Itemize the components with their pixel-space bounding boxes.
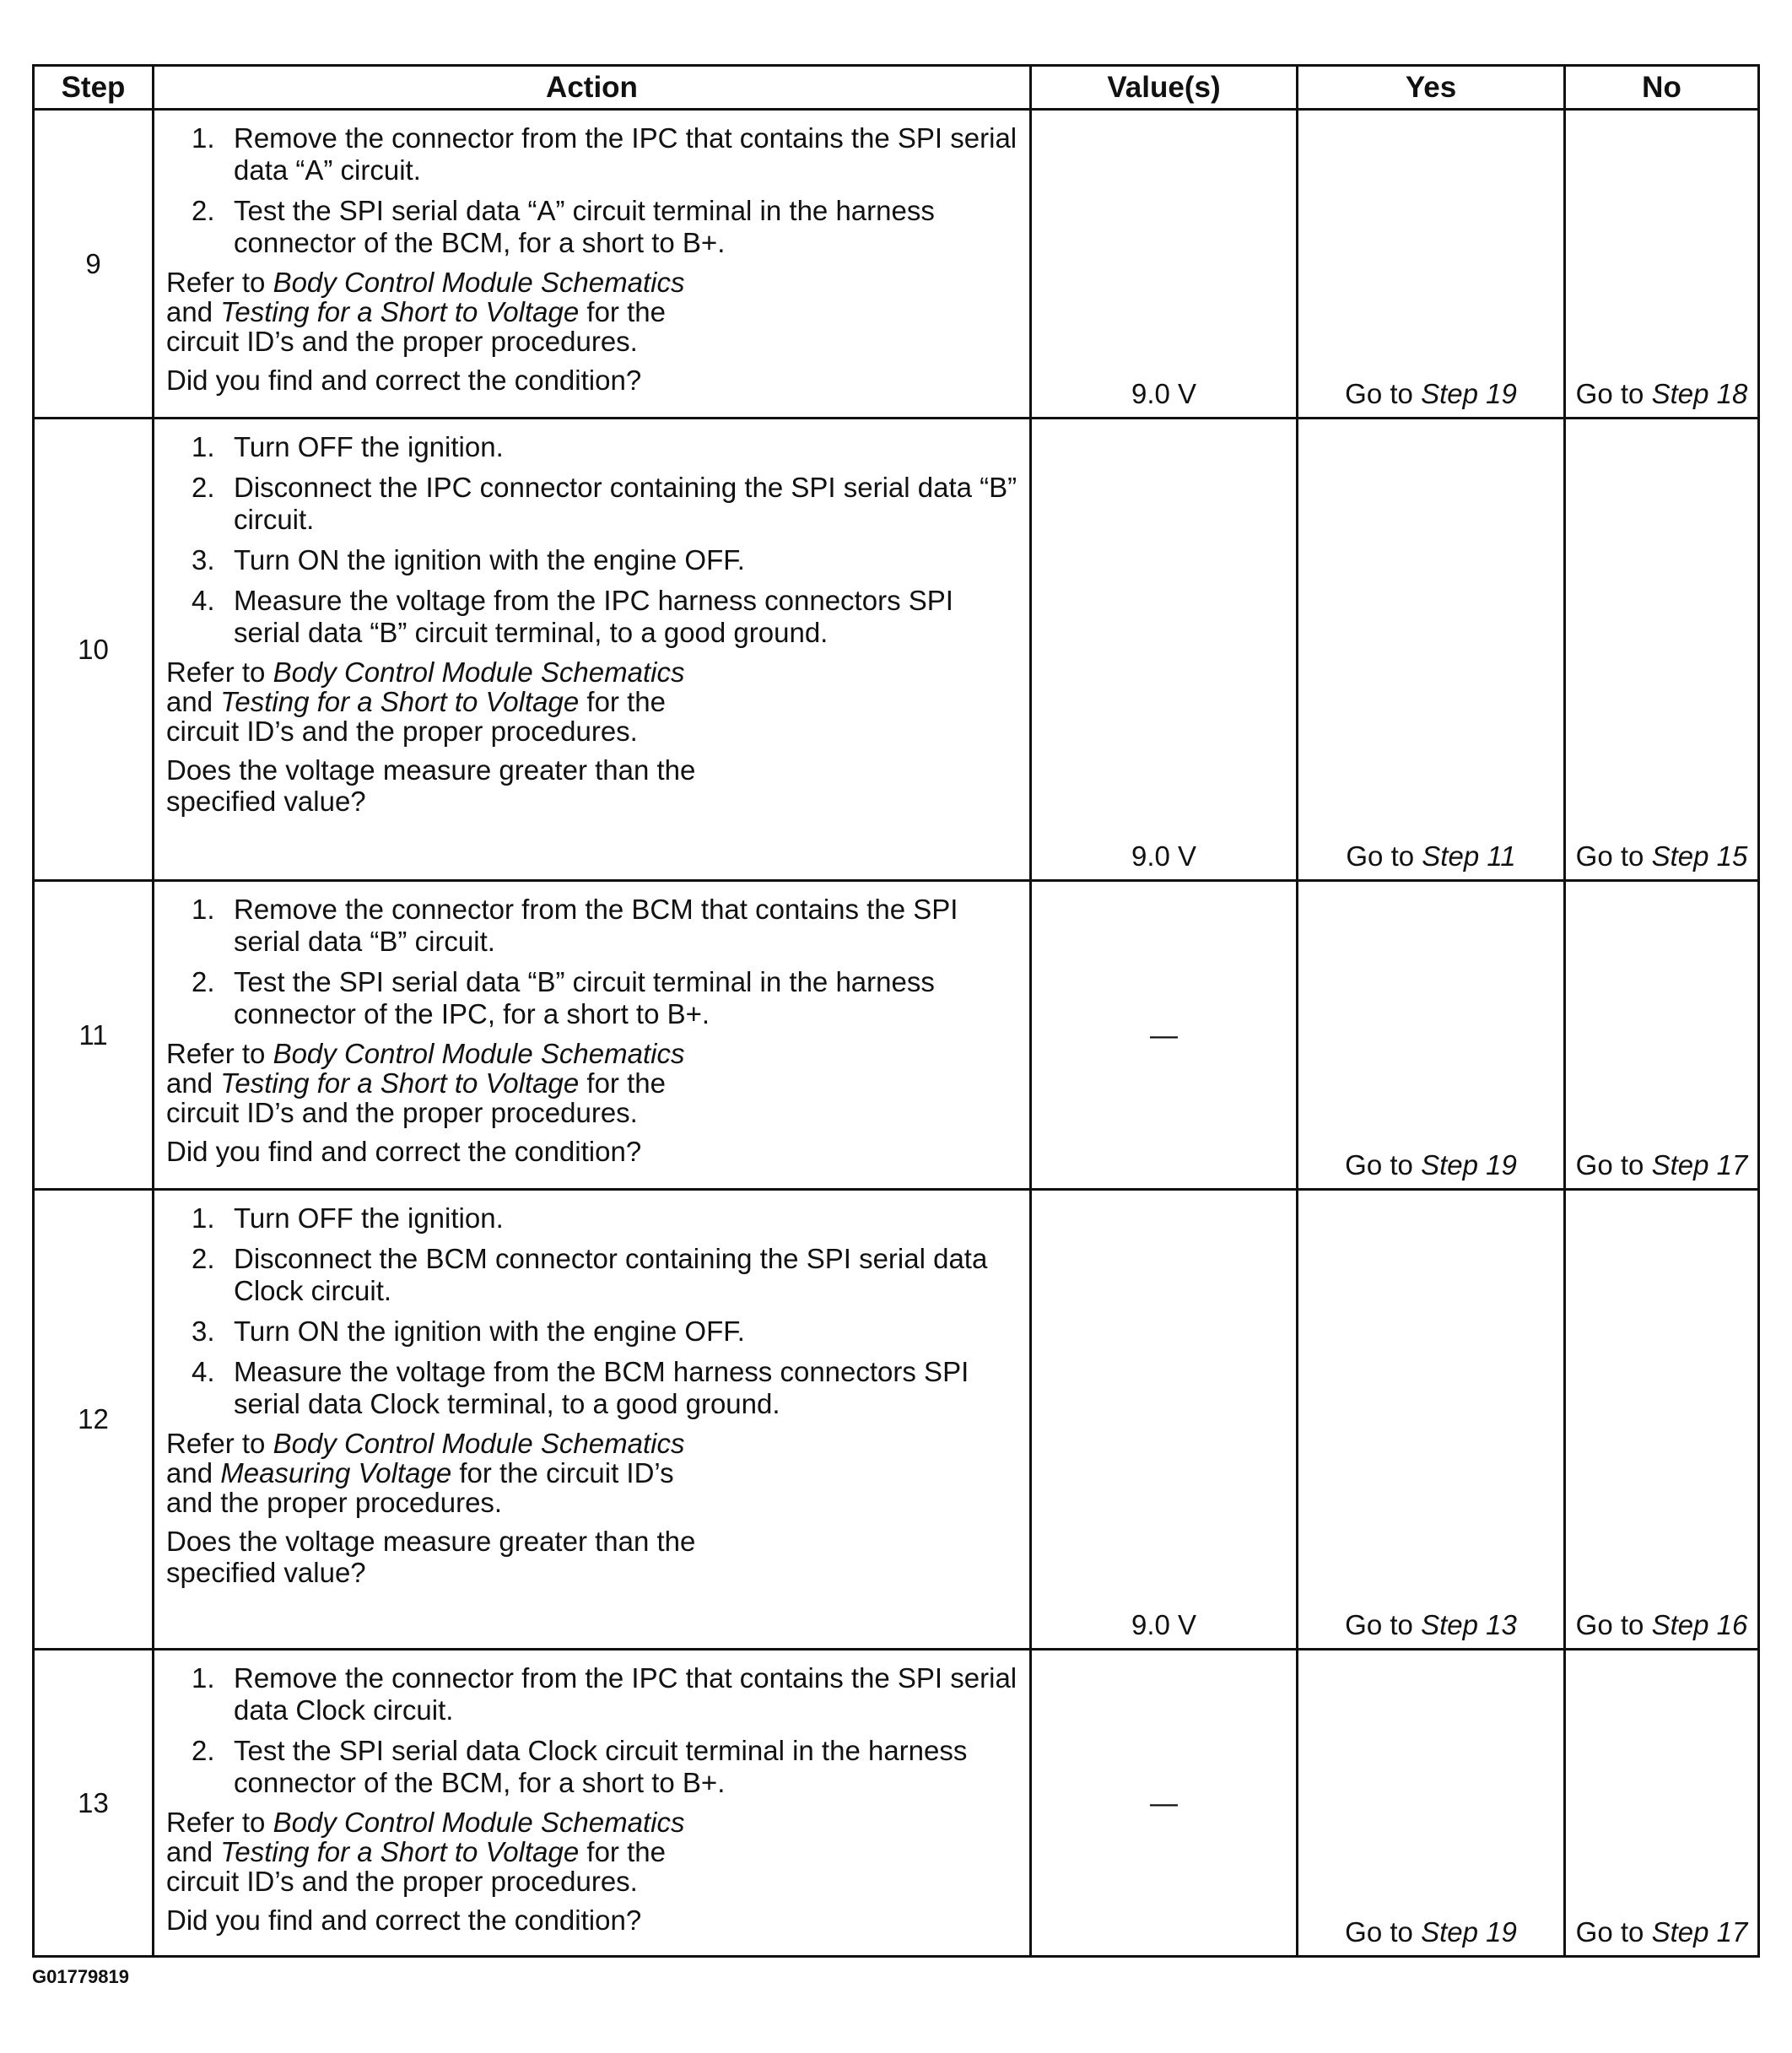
refer-text: circuit ID’s and the proper procedures. [166, 716, 638, 747]
action-step: 1. Remove the connector from the IPC that contains the SPI serial data “A” circuit. [192, 122, 1017, 186]
action-step-text: Turn ON the ignition with the engine OFF. [234, 544, 745, 575]
action-step: 2. Disconnect the BCM connector containing the SPI serial data Clock circuit. [192, 1243, 988, 1306]
goto-label: Go to [1575, 378, 1652, 409]
action-step: 2. Test the SPI serial data Clock circuit terminal in the harness connector of the BCM, for a short to B+. [192, 1735, 968, 1798]
refer-link-schematics: Body Control Module Schematics [273, 1428, 685, 1459]
refer-text: and [166, 686, 221, 717]
refer-text: and [166, 296, 221, 327]
refer-link-procedure: Testing for a Short to Voltage [220, 686, 580, 717]
refer-text: Refer to [166, 1428, 273, 1459]
question-text: Did you find and correct the condition? [166, 1904, 642, 1936]
goto-label: Go to [1345, 1916, 1422, 1948]
action-steps [166, 431, 1019, 649]
refer-text: and [166, 1067, 221, 1099]
refer-text: circuit ID’s and the proper procedures. [166, 1866, 638, 1897]
step-number: 11 [34, 881, 154, 1190]
refer-text: and [166, 1836, 221, 1867]
header-no: No [1565, 66, 1759, 110]
refer-text: and [166, 1457, 221, 1488]
action-step: 1. Remove the connector from the IPC that contains the SPI serial data Clock circuit. [192, 1662, 1017, 1726]
diagnostic-table [32, 64, 1760, 1958]
refer-link-procedure: Measuring Voltage [220, 1457, 452, 1488]
action-step: 1. Remove the connector from the BCM that contains the SPI serial data “B” circuit. [192, 894, 958, 957]
table-row [34, 1650, 1759, 1957]
figure-id: G01779819 [32, 1966, 129, 1987]
goto-label: Go to [1345, 378, 1422, 409]
action-steps [166, 894, 1019, 1030]
header-yes: Yes [1298, 66, 1565, 110]
refer-text: for the [579, 1067, 666, 1099]
refer-text: Refer to [166, 1038, 273, 1069]
goto-step-link: Step 18 [1651, 378, 1748, 409]
action-cell [154, 419, 1031, 881]
goto-step-link: Step 17 [1651, 1149, 1748, 1180]
action-step: 2. Test the SPI serial data “B” circuit terminal in the harness connector of the IPC, for a short to B+. [192, 966, 935, 1029]
action-steps [166, 122, 1019, 259]
action-step-text: Turn OFF the ignition. [234, 431, 504, 462]
goto-label: Go to [1575, 1916, 1652, 1948]
yes-cell [1298, 881, 1565, 1190]
action-step: 4. Measure the voltage from the BCM harness connectors SPI serial data Clock terminal, to a good ground. [192, 1356, 969, 1419]
refer-note [166, 1429, 1019, 1517]
table-row [34, 1190, 1759, 1650]
action-step-text: Disconnect the BCM connector containing the SPI serial data Clock circuit. [234, 1243, 988, 1306]
header-action: Action [154, 66, 1031, 110]
goto-label: Go to [1346, 840, 1422, 872]
value-cell: 9.0 V [1031, 1190, 1298, 1650]
step-number: 13 [34, 1650, 154, 1957]
action-step-text: Test the SPI serial data “A” circuit terminal in the harness connector of the BCM, for a short to B+. [234, 195, 935, 258]
goto-label: Go to [1345, 1149, 1422, 1180]
action-step: 3. Turn ON the ignition with the engine OFF. [192, 1316, 745, 1347]
action-step: 2. Test the SPI serial data “A” circuit terminal in the harness connector of the BCM, for a short to B+. [192, 195, 935, 258]
action-cell [154, 881, 1031, 1190]
table-row [34, 419, 1759, 881]
refer-text: for the [579, 1836, 666, 1867]
action-cell [154, 110, 1031, 419]
question-text: Did you find and correct the condition? [166, 1136, 642, 1167]
header-row [34, 66, 1759, 110]
question-text: Does the voltage measure greater than the specified value? [166, 754, 696, 817]
goto-label: Go to [1575, 840, 1652, 872]
goto-step-link: Step 19 [1421, 378, 1517, 409]
goto-step-link: Step 13 [1421, 1609, 1517, 1640]
refer-text: Refer to [166, 267, 273, 298]
value-cell: — [1031, 1650, 1298, 1957]
refer-link-procedure: Testing for a Short to Voltage [220, 296, 580, 327]
refer-link-schematics: Body Control Module Schematics [273, 1038, 685, 1069]
action-step: 1. Turn OFF the ignition. [192, 431, 504, 462]
action-step-text: Test the SPI serial data Clock circuit terminal in the harness connector of the BCM, for a short to B+. [234, 1735, 968, 1798]
value-cell: 9.0 V [1031, 110, 1298, 419]
action-step-text: Turn OFF the ignition. [234, 1202, 504, 1234]
refer-text: circuit ID’s and the proper procedures. [166, 326, 638, 357]
question-text: Did you find and correct the condition? [166, 365, 642, 396]
goto-step-link: Step 15 [1651, 840, 1748, 872]
no-cell [1565, 110, 1759, 419]
action-step-text: Remove the connector from the IPC that contains the SPI serial data “A” circuit. [234, 122, 1017, 186]
yes-cell [1298, 1650, 1565, 1957]
value-cell: — [1031, 881, 1298, 1190]
no-cell [1565, 1190, 1759, 1650]
refer-link-procedure: Testing for a Short to Voltage [220, 1067, 580, 1099]
refer-note [166, 1039, 1019, 1127]
refer-text: for the [579, 296, 666, 327]
action-step: 1. Turn OFF the ignition. [192, 1202, 504, 1234]
table-row [34, 881, 1759, 1190]
table-row [34, 110, 1759, 419]
refer-text: Refer to [166, 656, 273, 688]
action-step-text: Test the SPI serial data “B” circuit terminal in the harness connector of the IPC, for a short to B+. [234, 966, 935, 1029]
goto-step-link: Step 19 [1421, 1149, 1517, 1180]
action-step-text: Turn ON the ignition with the engine OFF. [234, 1316, 745, 1347]
action-step-text: Remove the connector from the BCM that contains the SPI serial data “B” circuit. [234, 894, 958, 957]
value-cell: 9.0 V [1031, 419, 1298, 881]
refer-text: and the proper procedures. [166, 1487, 503, 1518]
refer-note [166, 267, 1019, 356]
yes-cell [1298, 419, 1565, 881]
refer-note [166, 1807, 1019, 1896]
goto-label: Go to [1575, 1149, 1652, 1180]
refer-text: for the [579, 686, 666, 717]
action-step: 4. Measure the voltage from the IPC harness connectors SPI serial data “B” circuit terminal, to a good ground. [192, 585, 953, 648]
no-cell [1565, 1650, 1759, 1957]
goto-label: Go to [1345, 1609, 1422, 1640]
action-step: 2. Disconnect the IPC connector containing the SPI serial data “B” circuit. [192, 472, 1017, 535]
action-steps [166, 1662, 1019, 1799]
action-step-text: Disconnect the IPC connector containing the SPI serial data “B” circuit. [234, 472, 1017, 535]
action-steps [166, 1202, 1019, 1420]
goto-step-link: Step 19 [1421, 1916, 1517, 1948]
refer-text: circuit ID’s and the proper procedures. [166, 1097, 638, 1128]
goto-step-link: Step 11 [1422, 840, 1516, 872]
refer-text: for the circuit ID’s [451, 1457, 674, 1488]
no-cell [1565, 419, 1759, 881]
goto-step-link: Step 17 [1651, 1916, 1748, 1948]
step-number: 10 [34, 419, 154, 881]
action-step-text: Measure the voltage from the BCM harness connectors SPI serial data Clock terminal, to a good ground. [234, 1356, 969, 1419]
yes-cell [1298, 1190, 1565, 1650]
action-cell [154, 1190, 1031, 1650]
action-step-text: Remove the connector from the IPC that contains the SPI serial data Clock circuit. [234, 1662, 1017, 1726]
refer-note [166, 657, 1019, 746]
step-number: 9 [34, 110, 154, 419]
action-step: 3. Turn ON the ignition with the engine OFF. [192, 544, 745, 575]
refer-link-procedure: Testing for a Short to Voltage [220, 1836, 580, 1867]
goto-label: Go to [1575, 1609, 1652, 1640]
refer-link-schematics: Body Control Module Schematics [273, 656, 685, 688]
question-text: Does the voltage measure greater than the specified value? [166, 1526, 696, 1588]
refer-link-schematics: Body Control Module Schematics [273, 267, 685, 298]
action-cell [154, 1650, 1031, 1957]
step-number: 12 [34, 1190, 154, 1650]
header-value: Value(s) [1031, 66, 1298, 110]
refer-text: Refer to [166, 1807, 273, 1838]
refer-link-schematics: Body Control Module Schematics [273, 1807, 685, 1838]
no-cell [1565, 881, 1759, 1190]
header-step: Step [34, 66, 154, 110]
goto-step-link: Step 16 [1651, 1609, 1748, 1640]
action-step-text: Measure the voltage from the IPC harness connectors SPI serial data “B” circuit terminal, to a good ground. [234, 585, 953, 648]
yes-cell [1298, 110, 1565, 419]
